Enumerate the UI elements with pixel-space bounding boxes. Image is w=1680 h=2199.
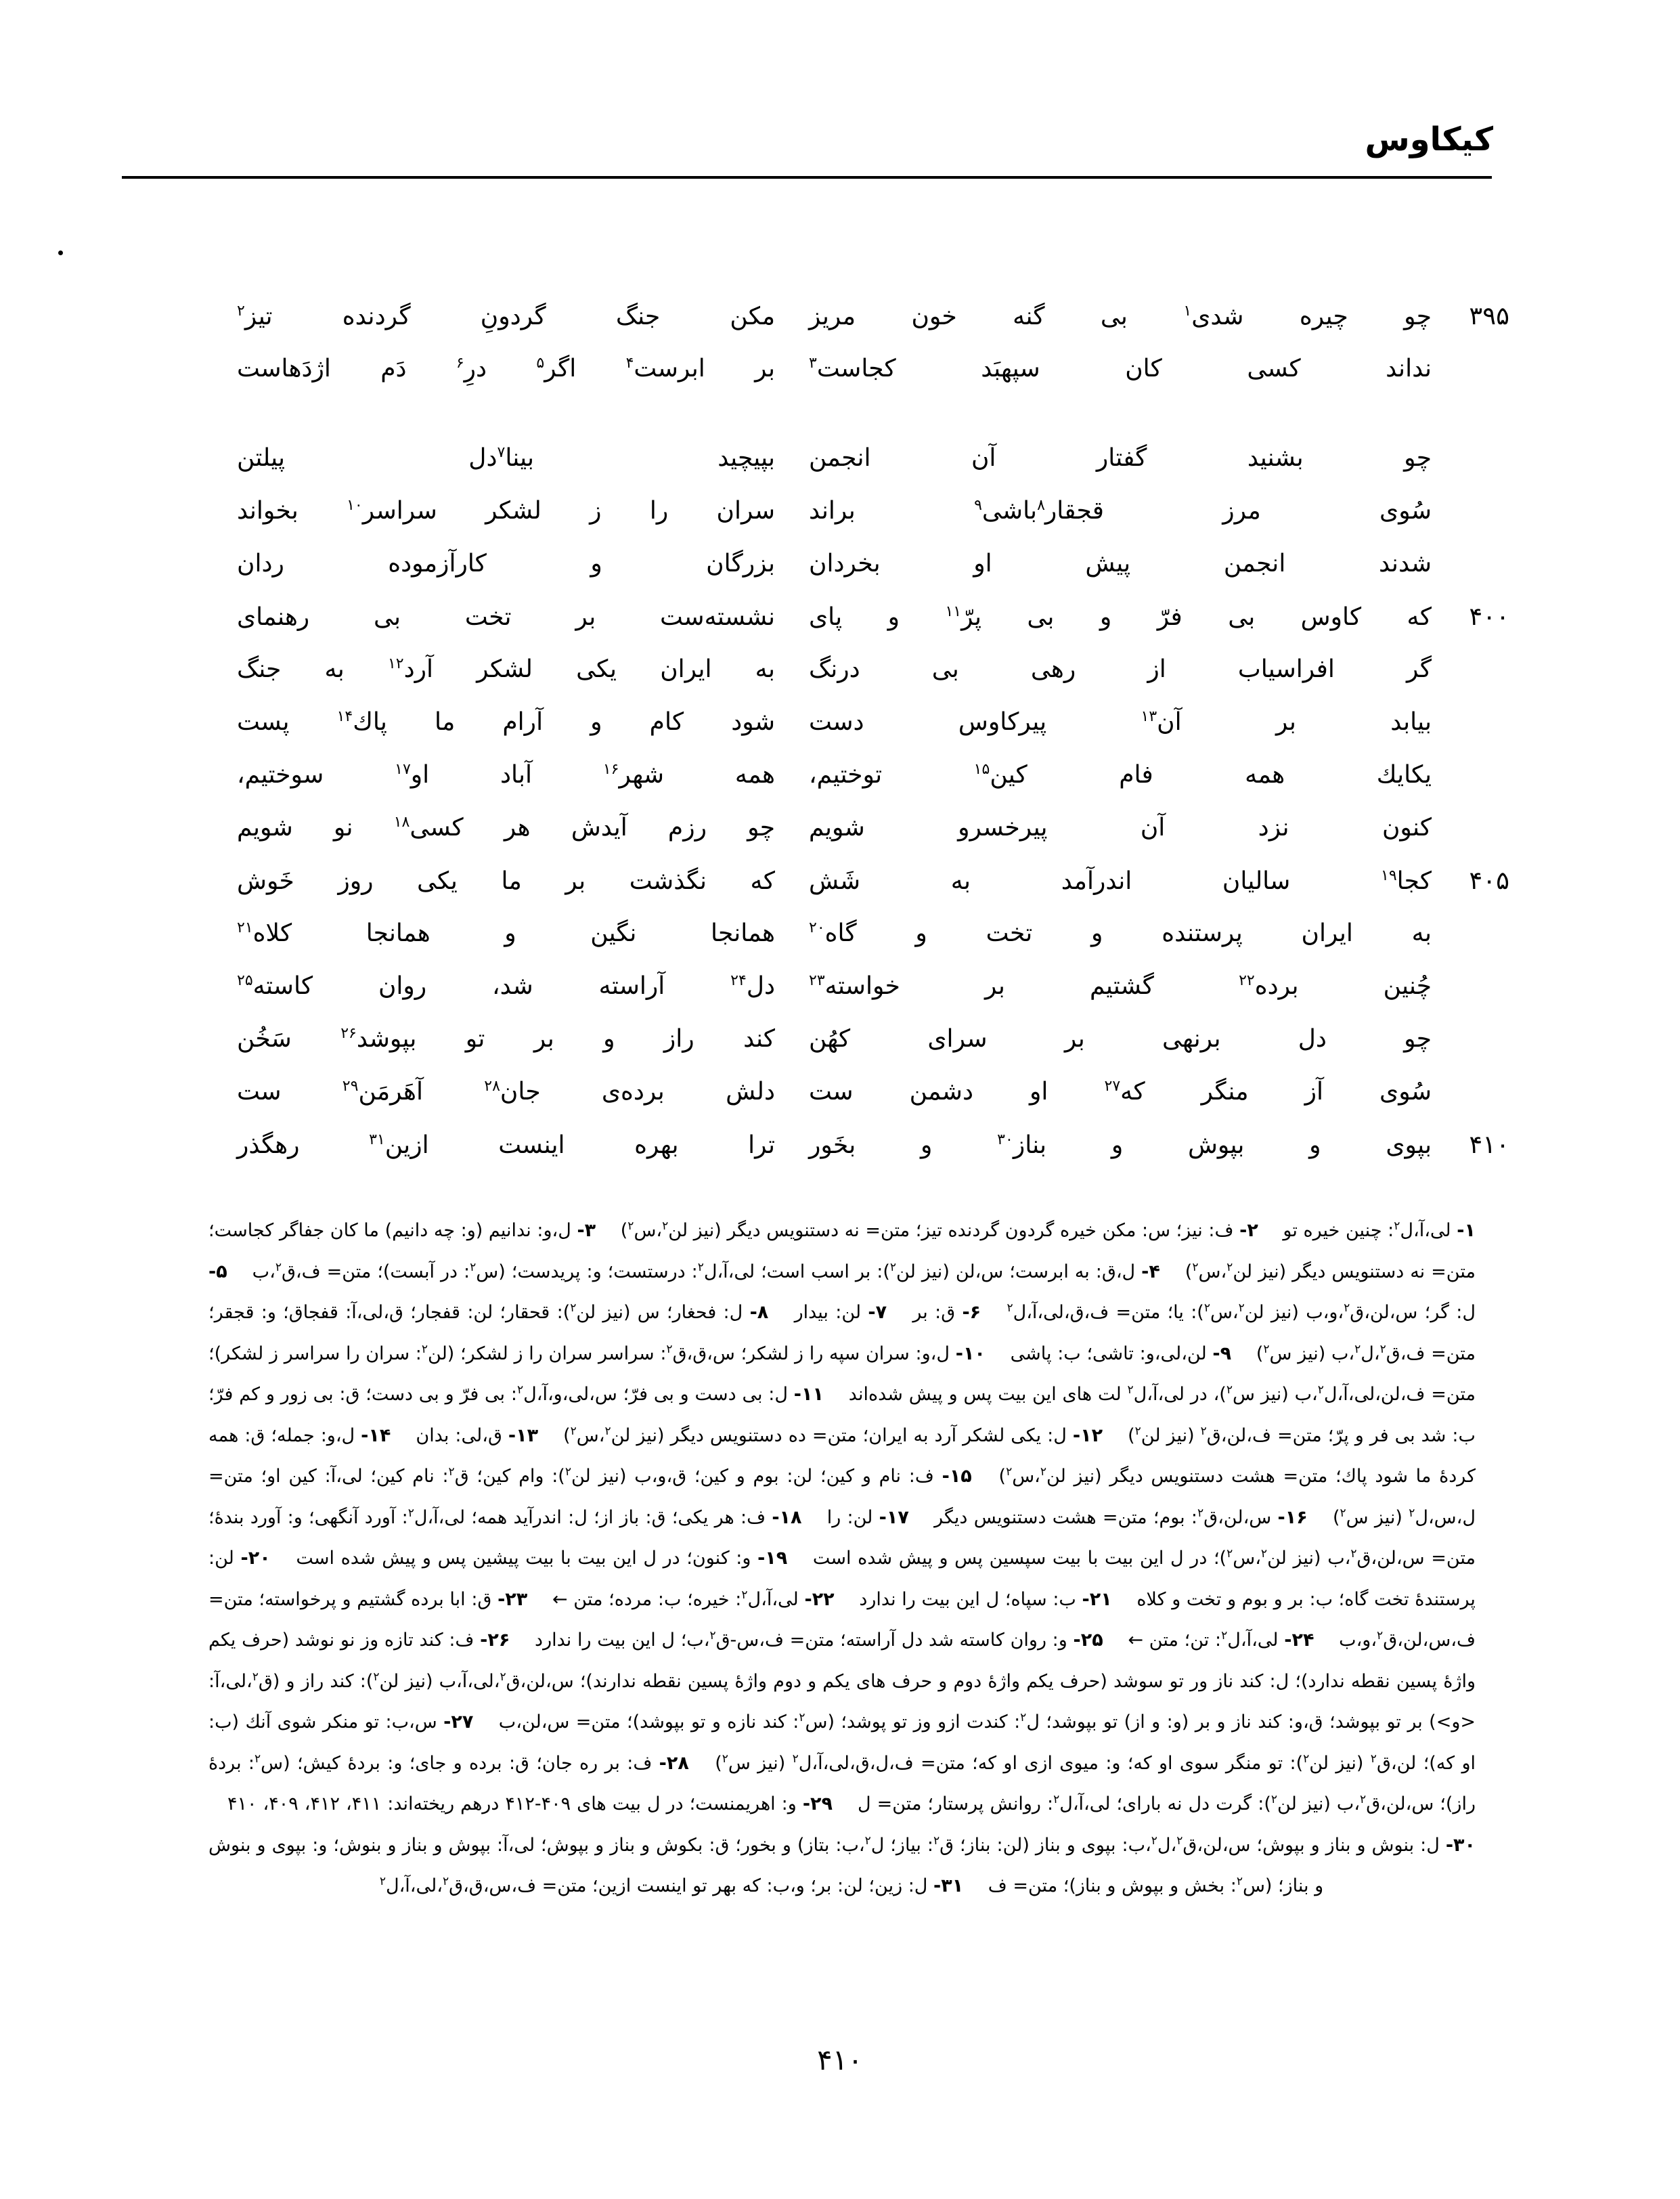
ink-speck (58, 251, 63, 255)
footnote-number: ۱۸- (772, 1506, 802, 1528)
footnote-number: ۵- (208, 1261, 227, 1282)
hemistich-left: همه شهر$^{۱۶}$ آباد او$^{۱۷}$ سوختیم، (237, 761, 776, 789)
hemistich-right: چُنین برده$^{۲۲}$ گشتیم بر خواسته$^{۲۳}$ (809, 972, 1432, 1000)
footnote-text: لی،آ،ل$^۲$: چنین خیره تو (1283, 1219, 1451, 1241)
footnote-number: ۲۵- (1073, 1630, 1103, 1651)
verse-row (237, 907, 1509, 960)
verse-row (237, 590, 1509, 643)
footnote-text: ب: سپاه؛ ل این بیت را ندارد (859, 1588, 1076, 1610)
verse-block (237, 290, 1509, 1171)
verse-row (237, 1066, 1509, 1118)
verse-row (237, 1118, 1509, 1171)
footnote-number: ۱۰- (955, 1343, 986, 1364)
footnote-number: ۳- (577, 1220, 596, 1241)
hemistich-left: مکن جنگ گردونِ گردنده تیز$^۲$ (237, 303, 775, 330)
hemistich-left: چو رزم آیدش هر کسی$^{۱۸}$ نو شویم (237, 814, 775, 842)
footnote-item (934, 1507, 1308, 1528)
footnote-text: ل: فحغار؛ س (نیز لن$^۲$): قحقار؛ لن: قفجار؛ ق،لی،آ: قفجاق؛ و: قجقر؛ متن= ف،ق$^۲$،ل$^۲$،ب (نیز س$^۲$) (208, 1301, 1476, 1364)
footnote-item (296, 1548, 787, 1569)
footnote-number: ۱۷- (879, 1506, 909, 1528)
footnote-item (621, 1220, 1258, 1241)
hemistich-right: سُوی آز منگر که$^{۲۷}$ او دشمن ست (809, 1078, 1432, 1106)
footnote-text: لن: بیدار (794, 1302, 862, 1323)
footnote-text: ل: گر؛ س،لن،ق$^۲$،و،ب (نیز لن$^۲$،س$^۲$): یا؛ متن= ف،ق،لی،آ،ل$^۲$ (1007, 1301, 1476, 1323)
footnote-text: لی،آ،ل$^۲$: خیره؛ ب: مرده؛ متن ← (552, 1588, 799, 1610)
verse-number: ۴۰۰ (1469, 602, 1509, 631)
footnote-text: س،ب: تو منکر شوی آنك (ب: او که)؛ لن،ق$^۲$ (نیز لن$^۲$): تو منگر سوی او که؛ و: میوی ازی او که؛ متن= ف،ل،ق،لی،آ،ل$^۲$ (نیز س$^۲$) (208, 1712, 1476, 1774)
footnote-number: ۳۱- (933, 1875, 964, 1896)
footnote-number: ۲۱- (1082, 1588, 1112, 1610)
footnote-item (1011, 1343, 1231, 1364)
hemistich-left: نشسته‌ست بر تخت بی رهنمای (237, 603, 775, 631)
verse-row (237, 854, 1509, 907)
footnote-text: لی،آ،ل$^۲$: تن؛ متن ← (1128, 1629, 1279, 1651)
verse-number: ۴۱۰ (1469, 1130, 1509, 1159)
hemistich-left: بزرگان و کارآزموده ردان (237, 550, 775, 578)
hemistich-left: بر ابرست$^۴$ اگر$^۵$ درِ$^۶$ دَم اژدَهاست (237, 355, 775, 383)
verse-row (237, 290, 1509, 343)
footnote-number: ۲۷- (443, 1712, 474, 1733)
verse-row (237, 643, 1509, 696)
footnote-text: س،لن،ق$^۲$: بوم؛ متن= هشت دستنویس دیگر (934, 1506, 1272, 1528)
footnote-text: ف: نیز؛ س: مکن خیره گردون گردنده تیز؛ متن= نه دستنویس دیگر (نیز لن$^۲$،س$^۲$) (620, 1219, 1234, 1241)
footnote-item (1283, 1220, 1476, 1241)
footnote-number: ۱۴- (361, 1424, 391, 1446)
verse-row (237, 960, 1509, 1013)
header-rule (122, 176, 1492, 179)
footnote-item (563, 1425, 1103, 1446)
footnote-text: و: کنون؛ در ل این بیت با بیت پیشین پس و پیش شده است (296, 1548, 751, 1569)
footnote-text: ل،و: ندانیم (و: چه دانیم) ما کان جفاگر کجاست؛ متن= نه دستنویس دیگر (نیز لن$^۲$،س$^۲$) (208, 1220, 1476, 1282)
footnote-number: ۸- (749, 1302, 769, 1323)
hemistich-left: به ایران یکی لشکر آرد$^{۱۲}$ به جنگ (237, 655, 776, 683)
verse-number: ۳۹۵ (1469, 301, 1509, 330)
hemistich-left: بپیچید بینا$^۷$دل پیلتن (237, 444, 775, 472)
verse-row (237, 1013, 1509, 1066)
footnote-item (795, 1302, 887, 1323)
footnote-number: ۱۵- (942, 1466, 972, 1487)
footnote-number: ۱۲- (1072, 1424, 1103, 1446)
footnote-item (912, 1302, 981, 1323)
footnote-text: و: اهریمنست؛ در ل بیت های ۴۰۹-۴۱۲ درهم ریخته‌اند: ۴۱۱، ۴۱۲، ۴۰۹، ۴۱۰ (227, 1793, 797, 1814)
hemistich-right: شدند انجمن پیش او بخردان (809, 550, 1432, 578)
footnote-text: ف: نام و کین؛ لن: بوم و کین؛ ق،و،ب (نیز لن$^۲$): وام کین؛ ق$^۲$: نام کین؛ لی،آ: کین او؛ متن= ل،س،ل$^۲$ (نیز س$^۲$) (208, 1465, 1476, 1528)
hemistich-left: شود کام و آرام ما پاك$^{۱۴}$ پست (237, 708, 775, 736)
hemistich-right: یکایك همه فام کین$^{۱۵}$ توختیم، (809, 761, 1432, 789)
footnote-item (252, 1261, 1160, 1282)
footnote-text: ف: کند تازه وز نو نوشد (حرف یکم واژهٔ پسین نقطه ندارد)؛ ل: کند ناز ور تو سوشد (حرف یکم واژهٔ دوم و حرف های یکم و دوم واژهٔ پسین نقطه ندارند)؛ س،لن،ق$^۲$،لی،آ،ب (نیز لن$^۲$): کند راز و (ق$^۲$،لی،آ: <و>) بر تو بپوشد؛ ق،و: کند ناز و بر (و: و از) تو بپوشد؛ ل$^۲$: کندت ازو وز تو پوشد؛ (س$^۲$: کند نازه و تو بپوشد)؛ متن= س،لن،ب (208, 1630, 1476, 1733)
footnote-text: و: روان کاسته شد دل آراسته؛ متن= ف،س-ق$^۲$،ب؛ ل این بیت را ندارد (535, 1629, 1067, 1651)
footnote-item (416, 1425, 538, 1446)
footnote-text: ف: بر ره جان؛ ق: برده و جای؛ و: بردهٔ کیش؛ (س$^۲$: بردهٔ راز)؛ س،لن،ق$^۲$،ب (نیز لن$^۲$): گرت دل نه بارای؛ لی،آ،ل$^۲$: روانش پرستار؛ متن= ل (208, 1751, 1476, 1814)
footnote-text: ق: ابا برده گشتیم و پرخواسته؛ متن= ف،س،لن،ق$^۲$،و،ب (208, 1588, 1476, 1651)
footnote-item (227, 1793, 833, 1814)
footnote-item (827, 1507, 909, 1528)
page-number: ۴۱۰ (817, 2043, 863, 2076)
footnote-number: ۱- (1457, 1220, 1476, 1241)
footnote-text: ل: بنوش و بناز و بپوش؛ س،لن،ق$^۲$،ل$^۲$،ب: بپوی و بناز (لن: بناز؛ ق$^۲$: بیاز؛ ل$^۲$،ب: بتاز) و بخور؛ ق: بکوش و بناز و بپوش؛ لی،آ: بپوش و بناز و بنوش؛ و: بپوی و بنوش و بناز؛ (س$^۲$: بخش و بپوش و بناز)؛ متن= ف (208, 1833, 1440, 1896)
hemistich-right: که کاوس بی فرّ و بی پرّ$^{۱۱}$ و پای (809, 603, 1432, 631)
footnote-number: ۱۶- (1277, 1506, 1308, 1528)
footnote-text: ل: بی دست و بی فرّ؛ س،لی،و،آ،ل$^۲$: بی فرّ و بی دست؛ ق: بی زور و کم فرّ؛ ب: شد بی فر و پرّ؛ متن= ف،لن،ق$^۲$ (نیز لن$^۲$) (208, 1383, 1476, 1446)
footnote-number: ۲۹- (802, 1793, 833, 1814)
hemistich-right: گر افراسیاب از رهی بی درنگ (809, 655, 1432, 683)
footnote-number: ۱۹- (757, 1548, 788, 1569)
verse-row (237, 696, 1509, 749)
footnote-number: ۲- (1239, 1220, 1258, 1241)
footnote-number: ۲۲- (804, 1588, 835, 1610)
footnote-item (552, 1589, 835, 1610)
footnote-text: ل: زین؛ لن: بر؛ و،ب: که بهر تو اینست ازین؛ متن= ف،س،ق،ق$^۲$،لی،آ،ل$^۲$ (379, 1875, 928, 1896)
page-title: کیکاوس (1365, 121, 1493, 158)
footnote-number: ۲۴- (1284, 1630, 1314, 1651)
footnote-text: ل: یکی لشکر آرد به ایران؛ متن= ده دستنویس دیگر (نیز لن$^۲$،س$^۲$) (563, 1424, 1067, 1446)
footnote-item (1128, 1630, 1314, 1651)
hemistich-left: که نگذشت بر ما یکی روز خَوش (237, 867, 775, 895)
footnote-text: لن: پرستندهٔ تخت گاه؛ ب: بر و بوم و تخت و کلاه (208, 1548, 1476, 1610)
hemistich-right: کجا$^{۱۹}$ سالیان اندرآمد به شَش (809, 867, 1432, 895)
verse-row (237, 802, 1509, 854)
footnote-text: لن،لی،و: تاشی؛ ب: پاشی (1010, 1343, 1207, 1364)
footnote-text: ل،ق: به ابرست؛ س،لن (نیز لن$^۲$): بر اسب است؛ لی،آ،ل$^۲$: درستست؛ و: پریدست؛ (س$^۲$: در آبست)؛ متن= ف،ق$^۲$،ب (252, 1260, 1136, 1282)
footnote-number: ۴- (1141, 1261, 1160, 1282)
footnote-number: ۲۸- (659, 1752, 689, 1774)
footnote-number: ۱۱- (793, 1384, 824, 1405)
footnote-text: ق: بر (912, 1302, 956, 1323)
footnote-text: لن: را (826, 1506, 873, 1528)
footnote-number: ۱۳- (508, 1424, 539, 1446)
footnote-number: ۲۰- (240, 1548, 271, 1569)
hemistich-left: دل$^{۲۴}$ آراسته شد، روان کاسته$^{۲۵}$ (237, 972, 775, 1000)
hemistich-right: چو چیره شدی$^۱$ بی گنه خون مریز (809, 303, 1432, 330)
verse-row (237, 749, 1509, 802)
footnote-number: ۳۰- (1445, 1834, 1476, 1856)
footnote-text: ق،لی: بدان (416, 1424, 502, 1446)
verse-row (237, 343, 1509, 395)
verse-number: ۴۰۵ (1469, 866, 1509, 895)
footnote-text: ل،و: جمله؛ ق: همه کردهٔ ما شود پاك؛ متن= هشت دستنویس دیگر (نیز لن$^۲$،س$^۲$) (208, 1424, 1476, 1487)
footnote-number: ۹- (1212, 1343, 1232, 1364)
footnote-number: ۶- (962, 1302, 981, 1323)
hemistich-left: کند راز و بر تو بپوشد$^{۲۶}$ سَخُن (237, 1025, 776, 1053)
footnote-text: ل،و: سران سپه را ز لشکر؛ س،ق،ق$^۲$: سراسر سران را ز لشکر؛ (لن$^۲$: سران را سراسر ز لشکر)؛ متن= ف،لن،لی،آ،ل$^۲$،ب (نیز س$^۲$)، در لی،آ،ل$^۲$ لت های این بیت پس و پیش شده‌اند (208, 1342, 1476, 1405)
footnote-number: ۲۶- (480, 1630, 510, 1651)
hemistich-left: ترا بهره اینست ازین$^{۳۱}$ رهگذر (237, 1131, 775, 1159)
hemistich-right: چو دل برنهی بر سرای کهُن (809, 1025, 1432, 1053)
footnote-number: ۲۳- (498, 1588, 528, 1610)
hemistich-right: بپوی و بپوش و بناز$^{۳۰}$ و بخَور (809, 1131, 1432, 1159)
hemistich-left: دلش برده‌ی جان$^{۲۸}$ آهَرمَن$^{۲۹}$ ست (237, 1078, 775, 1106)
footnote-item (535, 1630, 1103, 1651)
footnotes-paragraph (208, 1211, 1476, 1907)
hemistich-right: بیابد بر آن$^{۱۳}$ پیرکاوس دست (809, 708, 1432, 736)
footnote-item (859, 1589, 1111, 1610)
hemistich-right: سُوی مرز قجقار$^۸$باشی$^۹$ براند (809, 497, 1432, 525)
verse-row (237, 538, 1509, 590)
footnote-item (380, 1875, 963, 1896)
hemistich-left: همانجا نگین و همانجا کلاه$^{۲۱}$ (237, 919, 775, 947)
hemistich-right: به ایران پرستنده و تخت و گاه$^{۲۰}$ (809, 919, 1432, 947)
verse-row (237, 432, 1509, 485)
footnote-text: ف: هر یکی؛ ق: باز از؛ ل: اندرآید همه؛ لی،آ،ل$^۲$: آورد آنگهی؛ و: آورد بندهٔ؛ متن= س،لن،ق$^۲$،ب (نیز لن$^۲$،س$^۲$)؛ در ل این بیت با بیت سپسین پس و پیش شده است (208, 1506, 1476, 1569)
hemistich-right: چو بشنید گفتار آن انجمن (809, 444, 1432, 472)
footnote-number: ۷- (868, 1302, 887, 1323)
hemistich-left: سران را ز لشکر سراسر$^{۱۰}$ بخواند (237, 497, 776, 525)
hemistich-right: نداند کسی کان سپهبَد کجاست$^۳$ (809, 355, 1432, 383)
hemistich-right: کنون نزد آن پیرخسرو شویم (809, 814, 1432, 842)
verse-row (237, 485, 1509, 538)
